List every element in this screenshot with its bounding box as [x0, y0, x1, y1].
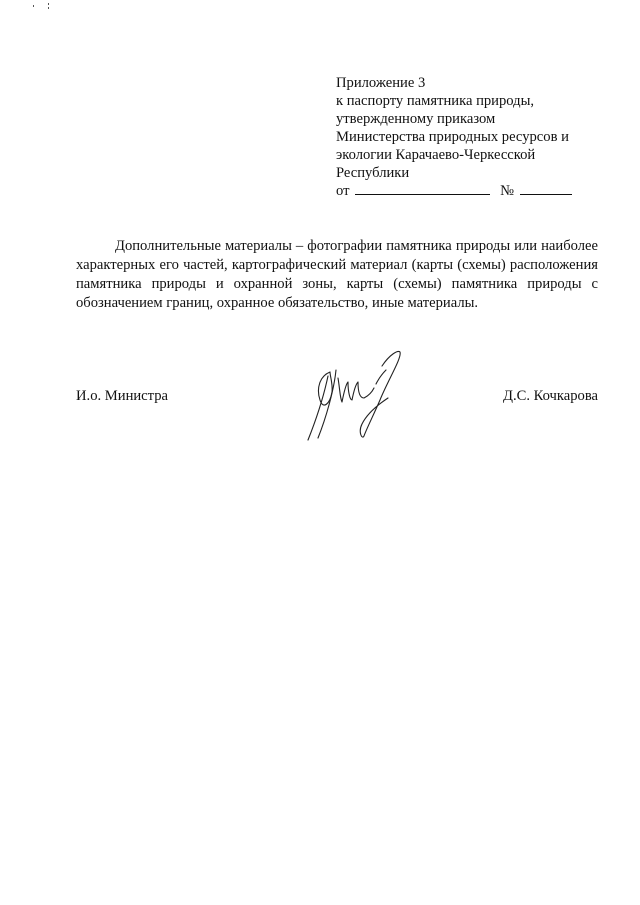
number-sign: №: [500, 183, 515, 199]
appendix-line: к паспорту памятника природы,: [336, 93, 535, 109]
appendix-line: Республики: [336, 165, 410, 181]
signatory-name: Д.С. Кочкарова: [502, 388, 598, 404]
appendix-date-line: [336, 182, 616, 200]
signatory-title: И.о. Министра: [76, 388, 168, 404]
date-prefix: от: [336, 183, 350, 199]
additional-materials-paragraph: Дополнительные материалы – фотографии памятника природы или наиболее характерных его частей, картографический материал (карты (схемы) расположения памятника природы и охранной зоны, карты (схемы) памятника природы с обозначением границ, охранное обязательство, иные материалы.: [76, 238, 598, 311]
appendix-line: Приложение 3: [336, 75, 426, 91]
date-blank: [355, 182, 490, 195]
number-blank: [520, 182, 572, 195]
appendix-line: утвержденному приказом: [336, 111, 496, 127]
appendix-header: [336, 74, 616, 200]
appendix-line: экологии Карачаево-Черкесской: [336, 147, 536, 163]
scan-specks: [33, 2, 63, 10]
appendix-line: Министерства природных ресурсов и: [336, 129, 569, 145]
handwritten-signature: [290, 340, 410, 445]
